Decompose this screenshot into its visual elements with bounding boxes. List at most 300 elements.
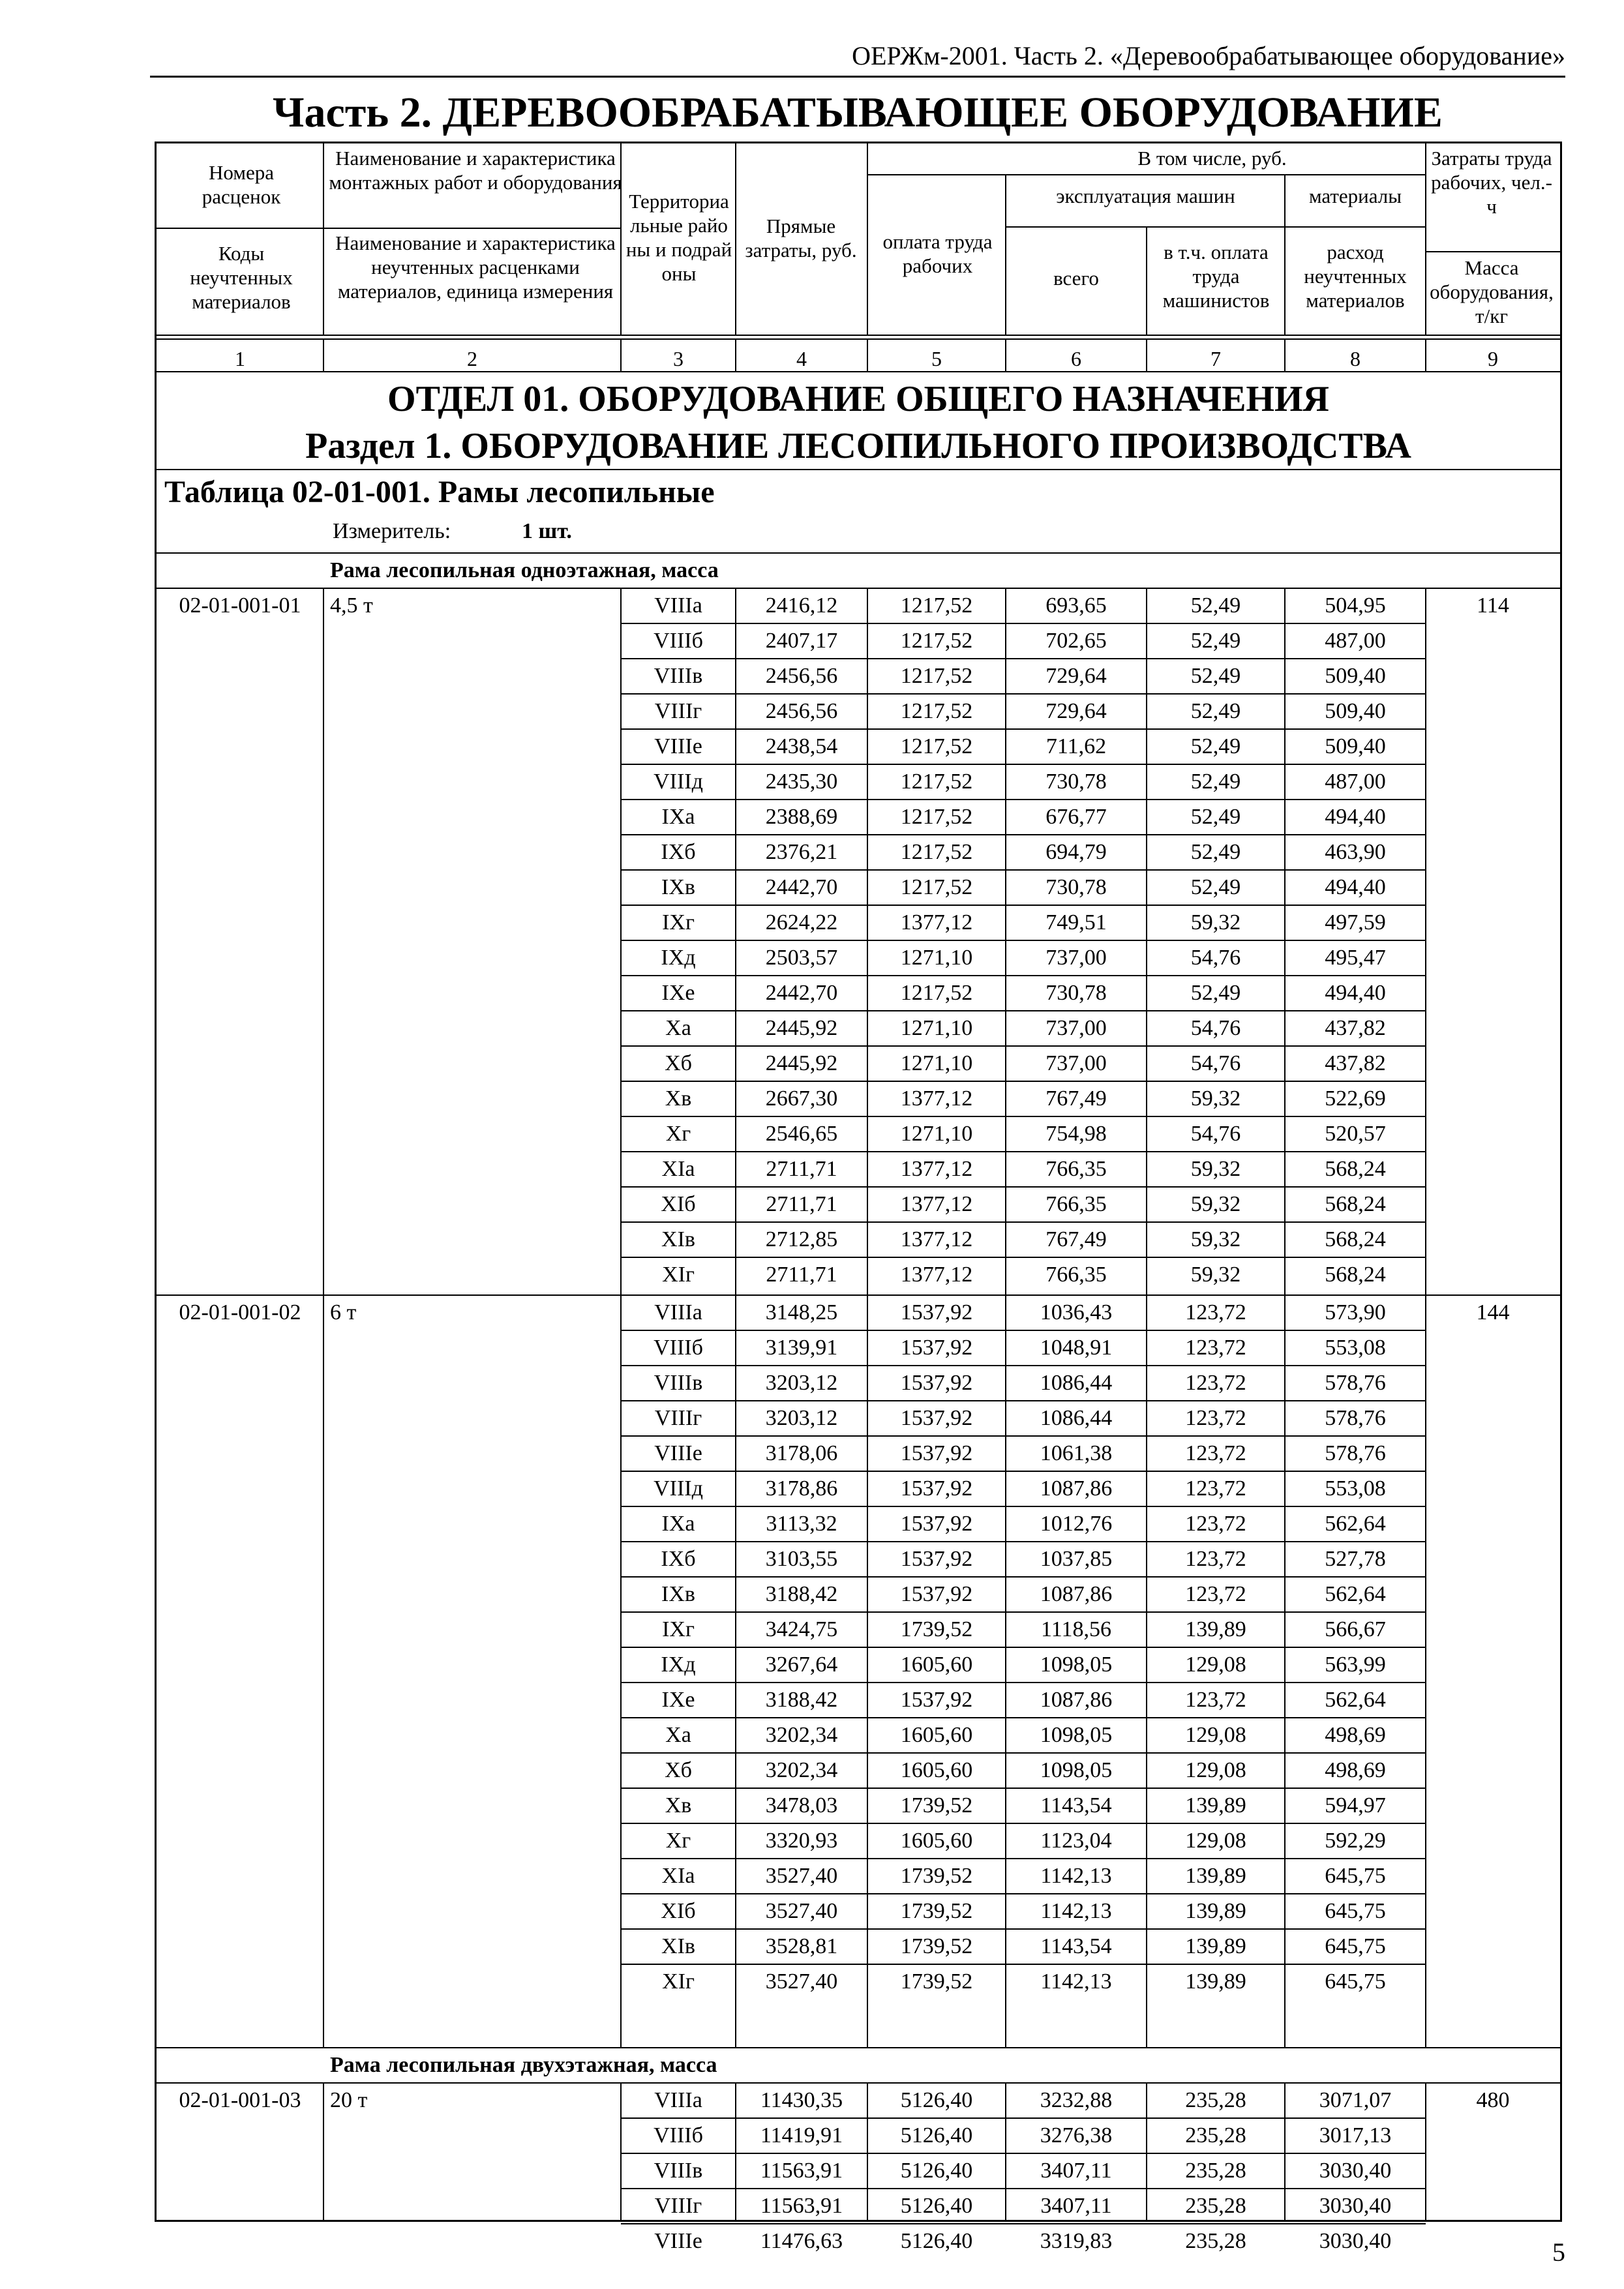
worker-pay: 1271,10: [900, 1122, 973, 1146]
unaccounted-materials: 504,95: [1325, 593, 1386, 618]
machines-total: 1143,54: [1040, 1793, 1112, 1818]
machines-total: 1118,56: [1041, 1617, 1111, 1641]
machines-total: 737,00: [1045, 1016, 1107, 1040]
rate-code: 02-01-001-02: [179, 1300, 301, 1324]
territory-district: IXв: [661, 875, 695, 899]
machines-total: 702,65: [1045, 629, 1107, 653]
machines-total: 1087,86: [1040, 1688, 1113, 1712]
table-row: [157, 2118, 1560, 2153]
column-number-7: 7: [1210, 347, 1221, 370]
unaccounted-materials: 509,40: [1325, 664, 1386, 688]
territory-district: XIб: [661, 1192, 696, 1216]
worker-pay: 1217,52: [900, 664, 973, 688]
operators-pay: 54,76: [1190, 1122, 1241, 1146]
worker-pay: 1217,52: [900, 593, 973, 618]
direct-costs: 2416,12: [765, 593, 838, 618]
direct-costs: 3202,34: [765, 1723, 838, 1747]
table-title: Таблица 02-01-001. Рамы лесопильные: [164, 475, 715, 509]
unaccounted-materials: 494,40: [1325, 981, 1386, 1005]
table-row: [157, 870, 1560, 905]
unaccounted-materials: 578,76: [1325, 1406, 1386, 1430]
table-row: [157, 800, 1560, 835]
table-row: [157, 1046, 1560, 1081]
column-number-3: 3: [673, 347, 684, 370]
direct-costs: 2546,65: [765, 1122, 838, 1146]
unaccounted-materials: 563,99: [1325, 1653, 1386, 1677]
worker-pay: 1537,92: [900, 1547, 973, 1571]
territory-district: VIIIд: [654, 770, 703, 794]
direct-costs: 2712,85: [765, 1227, 838, 1251]
operators-pay: 129,08: [1185, 1723, 1246, 1747]
direct-costs: 3203,12: [765, 1371, 838, 1395]
worker-pay: 1537,92: [900, 1406, 973, 1430]
header-name-top: Наименование и характеристика монтажных работ и оборудования: [329, 147, 622, 194]
direct-costs: 2445,92: [765, 1051, 838, 1075]
worker-pay: 1605,60: [900, 1758, 973, 1782]
unaccounted-materials: 494,40: [1325, 875, 1386, 899]
direct-costs: 2503,57: [765, 946, 838, 970]
territory-district: IXг: [662, 910, 695, 935]
operators-pay: 123,72: [1185, 1688, 1246, 1712]
territory-district: XIв: [661, 1934, 695, 1958]
worker-pay: 1217,52: [900, 805, 973, 829]
worker-pay: 1537,92: [900, 1582, 973, 1606]
direct-costs: 2407,17: [765, 629, 838, 653]
direct-costs: 3139,91: [765, 1336, 838, 1360]
territory-district: Xа: [665, 1016, 691, 1040]
unaccounted-materials: 573,90: [1325, 1300, 1386, 1324]
territory-district: VIIIб: [654, 629, 703, 653]
machines-total: 766,35: [1045, 1192, 1107, 1216]
rates-table: [155, 142, 1562, 2253]
machines-total: 3319,83: [1040, 2229, 1113, 2253]
territory-district: XIв: [661, 1227, 695, 1251]
territory-district: VIIIа: [654, 593, 702, 618]
direct-costs: 3203,12: [765, 1406, 838, 1430]
unaccounted-materials: 645,75: [1325, 1899, 1386, 1923]
territory-district: Xб: [665, 1051, 692, 1075]
territory-district: Xг: [665, 1829, 691, 1853]
direct-costs: 2667,30: [765, 1086, 838, 1111]
table-row: [157, 588, 1560, 623]
operators-pay: 129,08: [1185, 1829, 1246, 1853]
column-number-9: 9: [1488, 347, 1498, 370]
direct-costs: 3178,86: [765, 1476, 838, 1501]
worker-pay: 1377,12: [900, 910, 973, 935]
header-equipment-mass: Масса оборудования, т/кг: [1430, 256, 1554, 327]
worker-pay: 5126,40: [900, 2159, 973, 2183]
table-row: [157, 1116, 1560, 1152]
direct-costs: 3478,03: [765, 1793, 838, 1818]
table-row: [157, 1471, 1560, 1506]
unaccounted-materials: 437,82: [1325, 1051, 1386, 1075]
header-codes-top: Номера расценок: [202, 161, 281, 208]
header-unaccounted-materials: расход неучтенных материалов: [1304, 241, 1407, 312]
meter-label: Измеритель:: [333, 519, 451, 543]
table-row: [157, 2153, 1560, 2189]
unaccounted-materials: 645,75: [1325, 1864, 1386, 1888]
table-row: [157, 1788, 1560, 1823]
operators-pay: 139,89: [1185, 1969, 1246, 1994]
worker-pay: 1377,12: [900, 1086, 973, 1111]
table-row: [157, 1542, 1560, 1577]
unaccounted-materials: 509,40: [1325, 699, 1386, 723]
worker-pay: 5126,40: [900, 2194, 973, 2218]
operators-pay: 235,28: [1185, 2159, 1246, 2183]
page-number: 5: [1552, 2237, 1565, 2267]
territory-district: VIIIа: [654, 1300, 702, 1324]
unaccounted-materials: 594,97: [1325, 1793, 1386, 1818]
machines-total: 1048,91: [1040, 1336, 1113, 1360]
worker-pay: 1739,52: [900, 1899, 973, 1923]
machines-total: 754,98: [1045, 1122, 1107, 1146]
unaccounted-materials: 3030,40: [1319, 2194, 1392, 2218]
header-materials-group: материалы: [1308, 185, 1402, 207]
worker-pay: 1537,92: [900, 1688, 973, 1712]
unaccounted-materials: 3071,07: [1319, 2088, 1392, 2112]
labor-cost: 480: [1476, 2088, 1510, 2112]
unaccounted-materials: 568,24: [1325, 1263, 1386, 1287]
unaccounted-materials: 566,67: [1325, 1617, 1386, 1641]
table-row: [157, 1187, 1560, 1222]
territory-district: Xб: [665, 1758, 692, 1782]
territory-district: IXб: [661, 1547, 696, 1571]
territory-district: XIг: [662, 1969, 695, 1994]
table-row: [157, 2189, 1560, 2224]
worker-pay: 1377,12: [900, 1227, 973, 1251]
machines-total: 1142,13: [1040, 1864, 1112, 1888]
direct-costs: 2445,92: [765, 1016, 838, 1040]
equipment-mass-label: 4,5 т: [330, 593, 373, 618]
subheading-single-floor: [157, 553, 1560, 588]
direct-costs: 3424,75: [765, 1617, 838, 1641]
machines-total: 1036,43: [1040, 1300, 1113, 1324]
operators-pay: 139,89: [1185, 1864, 1246, 1888]
direct-costs: 2442,70: [765, 875, 838, 899]
machines-total: 1061,38: [1040, 1441, 1113, 1465]
unaccounted-materials: 494,40: [1325, 805, 1386, 829]
machines-total: 676,77: [1045, 805, 1107, 829]
worker-pay: 1377,12: [900, 1157, 973, 1181]
unaccounted-materials: 645,75: [1325, 1969, 1386, 1994]
header-machines-total: всего: [1053, 267, 1099, 290]
unaccounted-materials: 3017,13: [1319, 2123, 1392, 2147]
worker-pay: 1217,52: [900, 875, 973, 899]
territory-district: VIIIа: [654, 2088, 702, 2112]
machines-total: 1143,54: [1040, 1934, 1112, 1958]
operators-pay: 59,32: [1190, 1227, 1241, 1251]
table-row: [157, 764, 1560, 800]
direct-costs: 2711,71: [766, 1263, 837, 1287]
direct-costs: 3528,81: [765, 1934, 838, 1958]
table-row: [157, 1718, 1560, 1753]
table-row: [157, 1330, 1560, 1366]
territory-district: IXе: [661, 981, 695, 1005]
column-number-5: 5: [931, 347, 942, 370]
territory-district: Xв: [665, 1793, 692, 1818]
column-number-8: 8: [1350, 347, 1361, 370]
table-row: [157, 694, 1560, 729]
header-direct-costs: Прямые затраты, руб.: [745, 215, 857, 262]
territory-district: IXб: [661, 840, 696, 864]
territory-district: XIг: [662, 1263, 695, 1287]
header-territory: Территориальные районы и подрайоны: [625, 190, 732, 285]
unaccounted-materials: 527,78: [1325, 1547, 1386, 1571]
subheading-text: Рама лесопильная двухэтажная, масса: [330, 2053, 717, 2077]
direct-costs: 2442,70: [765, 981, 838, 1005]
operators-pay: 235,28: [1185, 2194, 1246, 2218]
operators-pay: 123,72: [1185, 1441, 1246, 1465]
table-row: [157, 1647, 1560, 1683]
unaccounted-materials: 568,24: [1325, 1192, 1386, 1216]
operators-pay: 54,76: [1190, 1051, 1241, 1075]
table-row: [157, 623, 1560, 659]
machines-total: 730,78: [1045, 770, 1107, 794]
territory-district: Xа: [665, 1723, 691, 1747]
direct-costs: 3267,64: [765, 1653, 838, 1677]
operators-pay: 139,89: [1185, 1793, 1246, 1818]
operators-pay: 139,89: [1185, 1899, 1246, 1923]
worker-pay: 5126,40: [900, 2088, 973, 2112]
operators-pay: 123,72: [1185, 1582, 1246, 1606]
table-row: [157, 1011, 1560, 1046]
territory-district: VIIIб: [654, 2123, 703, 2147]
worker-pay: 5126,40: [900, 2123, 973, 2147]
direct-costs: 2624,22: [765, 910, 838, 935]
territory-district: Xг: [665, 1122, 691, 1146]
direct-costs: 2388,69: [765, 805, 838, 829]
unaccounted-materials: 487,00: [1325, 770, 1386, 794]
rate-code: 02-01-001-01: [179, 593, 301, 618]
worker-pay: 1377,12: [900, 1192, 973, 1216]
operators-pay: 54,76: [1190, 946, 1241, 970]
territory-district: IXд: [661, 946, 696, 970]
worker-pay: 1271,10: [900, 946, 973, 970]
direct-costs: 3103,55: [765, 1547, 838, 1571]
worker-pay: 1605,60: [900, 1829, 973, 1853]
unaccounted-materials: 498,69: [1325, 1758, 1386, 1782]
table-row: [157, 1612, 1560, 1647]
unaccounted-materials: 487,00: [1325, 629, 1386, 653]
operators-pay: 52,49: [1190, 699, 1241, 723]
machines-total: 693,65: [1045, 593, 1107, 618]
header-codes-bottom: Коды неучтенных материалов: [190, 242, 293, 313]
table-row: [157, 905, 1560, 940]
unaccounted-materials: 509,40: [1325, 734, 1386, 758]
unaccounted-materials: 437,82: [1325, 1016, 1386, 1040]
worker-pay: 1271,10: [900, 1051, 973, 1075]
direct-costs: 3320,93: [765, 1829, 838, 1853]
operators-pay: 52,49: [1190, 664, 1241, 688]
table-row: [157, 1506, 1560, 1542]
machines-total: 1098,05: [1040, 1723, 1113, 1747]
labor-cost: 114: [1477, 593, 1509, 618]
unaccounted-materials: 553,08: [1325, 1476, 1386, 1501]
table-row: [157, 1436, 1560, 1471]
worker-pay: 1537,92: [900, 1441, 973, 1465]
unaccounted-materials: 578,76: [1325, 1441, 1386, 1465]
table-row: [157, 659, 1560, 694]
machines-total: 3407,11: [1040, 2194, 1112, 2218]
worker-pay: 1739,52: [900, 1793, 973, 1818]
unaccounted-materials: 553,08: [1325, 1336, 1386, 1360]
operators-pay: 123,72: [1185, 1547, 1246, 1571]
territory-district: VIIIе: [654, 734, 702, 758]
direct-costs: 2711,71: [766, 1192, 837, 1216]
machines-total: 730,78: [1045, 875, 1107, 899]
header-labor-costs: Затраты труда рабочих, чел.-ч: [1431, 147, 1552, 218]
table-row: [157, 1859, 1560, 1894]
worker-pay: 1739,52: [900, 1864, 973, 1888]
worker-pay: 1739,52: [900, 1934, 973, 1958]
territory-district: VIIIг: [654, 1406, 702, 1430]
territory-district: IXа: [661, 1512, 695, 1536]
unaccounted-materials: 578,76: [1325, 1371, 1386, 1395]
worker-pay: 1377,12: [900, 1263, 973, 1287]
machines-total: 694,79: [1045, 840, 1107, 864]
worker-pay: 5126,40: [900, 2229, 973, 2253]
table-row: [157, 1929, 1560, 1964]
table-row: [157, 1753, 1560, 1788]
direct-costs: 11430,35: [760, 2088, 843, 2112]
table-row: [157, 1257, 1560, 1293]
worker-pay: 1605,60: [900, 1723, 973, 1747]
unaccounted-materials: 495,47: [1325, 946, 1386, 970]
direct-costs: 2438,54: [765, 734, 838, 758]
direct-costs: 11476,63: [760, 2229, 843, 2253]
worker-pay: 1217,52: [900, 770, 973, 794]
direct-costs: 11563,91: [760, 2194, 843, 2218]
territory-district: IXв: [661, 1582, 695, 1606]
operators-pay: 129,08: [1185, 1653, 1246, 1677]
table-row: [157, 1152, 1560, 1187]
rate-code: 02-01-001-03: [179, 2088, 301, 2112]
table-row: [157, 835, 1560, 870]
machines-total: 1142,13: [1040, 1969, 1112, 1994]
operators-pay: 52,49: [1190, 875, 1241, 899]
machines-total: 767,49: [1045, 1227, 1107, 1251]
unaccounted-materials: 463,90: [1325, 840, 1386, 864]
worker-pay: 1537,92: [900, 1336, 973, 1360]
machines-total: 749,51: [1045, 910, 1107, 935]
section-title: Раздел 1. ОБОРУДОВАНИЕ ЛЕСОПИЛЬНОГО ПРОИЗВОДСТВА: [305, 426, 1411, 466]
machines-total: 711,62: [1045, 734, 1107, 758]
table-row: [157, 1222, 1560, 1257]
operators-pay: 59,32: [1190, 1192, 1241, 1216]
territory-district: VIIIв: [654, 664, 703, 688]
machines-total: 1087,86: [1040, 1582, 1113, 1606]
subheading-text: Рама лесопильная одноэтажная, масса: [330, 558, 719, 582]
unaccounted-materials: 568,24: [1325, 1227, 1386, 1251]
worker-pay: 1217,52: [900, 981, 973, 1005]
header-rule: [150, 76, 1565, 78]
unaccounted-materials: 522,69: [1325, 1086, 1386, 1111]
direct-costs: 2711,71: [766, 1157, 837, 1181]
equipment-mass-label: 6 т: [330, 1300, 357, 1324]
column-number-2: 2: [467, 347, 477, 370]
table-row: [157, 1366, 1560, 1401]
unaccounted-materials: 562,64: [1325, 1512, 1386, 1536]
machines-total: 3407,11: [1040, 2159, 1112, 2183]
operators-pay: 59,32: [1190, 1157, 1241, 1181]
subheading-two-floor: [157, 2048, 1560, 2083]
header-worker-pay: оплата труда рабочих: [882, 230, 993, 277]
territory-district: VIIIд: [654, 1476, 703, 1501]
territory-district: IXд: [661, 1653, 696, 1677]
territory-district: VIIIб: [654, 1336, 703, 1360]
operators-pay: 52,49: [1190, 770, 1241, 794]
header-name-bottom: Наименование и характеристика неучтенных расценками материалов, единица измерения: [335, 232, 616, 303]
column-number-4: 4: [796, 347, 807, 370]
operators-pay: 52,49: [1190, 805, 1241, 829]
machines-total: 766,35: [1045, 1157, 1107, 1181]
direct-costs: 3178,06: [765, 1441, 838, 1465]
machines-total: 3276,38: [1040, 2123, 1113, 2147]
unaccounted-materials: 562,64: [1325, 1582, 1386, 1606]
operators-pay: 235,28: [1185, 2229, 1246, 2253]
machines-total: 1142,13: [1040, 1899, 1112, 1923]
header-including-group: В том числе, руб.: [1137, 147, 1287, 170]
worker-pay: 1217,52: [900, 840, 973, 864]
machines-total: 1086,44: [1040, 1371, 1113, 1395]
operators-pay: 123,72: [1185, 1512, 1246, 1536]
unaccounted-materials: 3030,40: [1319, 2229, 1392, 2253]
table-row: [157, 2224, 1560, 2259]
territory-district: XIа: [661, 1157, 695, 1181]
meter-value: 1 шт.: [522, 519, 572, 543]
column-number-1: 1: [235, 347, 245, 370]
unaccounted-materials: 592,29: [1325, 1829, 1386, 1853]
machines-total: 766,35: [1045, 1263, 1107, 1287]
unaccounted-materials: 562,64: [1325, 1688, 1386, 1712]
worker-pay: 1537,92: [900, 1300, 973, 1324]
direct-costs: 11419,91: [760, 2123, 843, 2147]
territory-district: IXа: [661, 805, 695, 829]
column-number-6: 6: [1071, 347, 1081, 370]
operators-pay: 123,72: [1185, 1300, 1246, 1324]
worker-pay: 1217,52: [900, 734, 973, 758]
territory-district: Xв: [665, 1086, 692, 1111]
worker-pay: 1739,52: [900, 1969, 973, 1994]
worker-pay: 1217,52: [900, 629, 973, 653]
territory-district: XIб: [661, 1899, 696, 1923]
table-row: [157, 729, 1560, 764]
operators-pay: 139,89: [1185, 1934, 1246, 1958]
direct-costs: 3527,40: [765, 1864, 838, 1888]
table-row: [157, 1823, 1560, 1859]
worker-pay: 1605,60: [900, 1653, 973, 1677]
direct-costs: 2376,21: [765, 840, 838, 864]
machines-total: 1086,44: [1040, 1406, 1113, 1430]
territory-district: VIIIв: [654, 1371, 703, 1395]
operators-pay: 59,32: [1190, 910, 1241, 935]
direct-costs: 2435,30: [765, 770, 838, 794]
header-machines-group: эксплуатация машин: [1056, 185, 1235, 207]
labor-cost: 144: [1476, 1300, 1510, 1324]
operators-pay: 235,28: [1185, 2123, 1246, 2147]
unaccounted-materials: 498,69: [1325, 1723, 1386, 1747]
machines-total: 730,78: [1045, 981, 1107, 1005]
machines-total: 1098,05: [1040, 1653, 1113, 1677]
direct-costs: 2456,56: [765, 664, 838, 688]
department-title: ОТДЕЛ 01. ОБОРУДОВАНИЕ ОБЩЕГО НАЗНАЧЕНИЯ: [387, 379, 1329, 419]
machines-total: 1037,85: [1040, 1547, 1113, 1571]
worker-pay: 1537,92: [900, 1476, 973, 1501]
territory-district: IXг: [662, 1617, 695, 1641]
part-title: Часть 2. ДЕРЕВООБРАБАТЫВАЮЩЕЕ ОБОРУДОВАНИЕ: [273, 89, 1443, 136]
territory-district: VIIIе: [654, 1441, 702, 1465]
table-row: [157, 1964, 1560, 1999]
